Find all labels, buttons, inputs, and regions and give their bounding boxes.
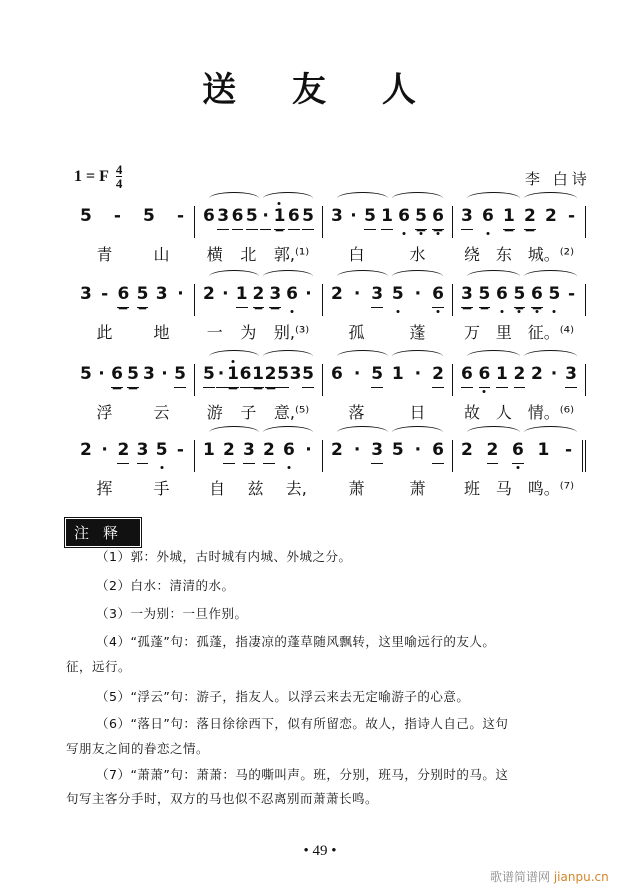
note: 5 [302,206,314,230]
note: 3 [331,206,343,226]
measure [452,284,586,316]
lyrics-measure [72,476,194,499]
annotation-line: 句写主客分手时，双方的马也似不忍离别而萧萧长鸣。 [66,791,379,806]
measure [194,364,322,396]
measure [322,206,452,238]
lyric-syllable: 情。⁽⁶⁾ [527,403,575,422]
note: 2 [545,206,557,226]
annotation-line: （4）“孤蓬”句：孤蓬，指凄凉的蓬草随风飘转，这里喻远行的友人。 [96,634,496,649]
slur [392,350,443,363]
note: · [350,206,357,226]
time-top: 4 [115,162,123,177]
song-title: 送 友 人 [202,70,438,110]
note: 3 [565,364,577,388]
note: 1 [274,206,286,230]
lyric-syllable: 万 [463,323,480,342]
measure [72,364,194,396]
note: 2 [432,364,444,388]
annotation-line: （6）“落日”句：落日徐徐西下，似有所留恋。故人，指诗人自己。这句 [96,716,509,731]
note: 5 [302,364,314,388]
measure [194,206,322,238]
note: 5 [80,206,92,226]
lyric-syllable: 地 [153,323,170,342]
slur [263,192,313,205]
measure [194,284,322,316]
note: · [260,206,271,230]
note: 6 [432,206,444,230]
note: 6 [496,284,508,307]
watermark-en: jianpu.cn [553,870,609,884]
lyrics-measure [322,242,452,265]
note: · [216,364,227,388]
author: 李 白诗 [525,170,591,188]
lyric-syllable: 云 [153,403,170,422]
slur [524,350,577,363]
lyric-syllable: 日 [409,403,426,422]
note: 5 [277,364,289,388]
note: 5 [143,206,155,226]
lyric-syllable: 一 [206,323,223,342]
note: · [414,440,422,460]
annotation-line: 写朋友之间的眷恋之情。 [66,741,210,756]
note: 2 [253,284,265,308]
lyric-syllable: 北 [240,245,257,264]
note: 6 [240,364,252,388]
note: · [161,364,168,384]
score-row [72,284,592,343]
lyric-syllable: 白 [348,245,365,264]
lyrics-measure [322,476,452,499]
note: 1 [496,364,508,388]
slur [524,426,577,439]
measure [322,284,452,316]
lyrics-measure [194,476,322,499]
slur [209,270,259,283]
note: 5 [364,206,376,230]
time-signature [116,163,123,190]
note: 5 [137,284,149,308]
note: 5 [80,364,92,384]
note: 2 [461,440,473,460]
note: 6 [512,440,524,464]
note: · [353,284,361,304]
note: 2 [531,364,543,384]
note: 2 [117,440,129,464]
lyric-syllable: 马 [495,479,512,498]
lyric-syllable: 此 [96,323,113,342]
lyric-syllable: 鸣。⁽⁷⁾ [527,479,575,498]
note: · [222,284,229,304]
note: 5 [371,364,383,388]
measure [194,440,322,472]
measure [322,364,452,396]
note: 1 [227,364,239,388]
note: · [101,440,108,460]
note: 6 [479,364,491,388]
lyric-syllable: 城。⁽²⁾ [527,245,575,264]
note: 3 [371,440,383,464]
note: · [305,284,312,304]
note: 5 [392,284,404,307]
note: 1 [381,206,393,230]
note: 1 [537,440,550,460]
note: 3 [143,364,155,384]
lyric-syllable: 故 [463,403,480,422]
note: - [176,206,184,226]
note: - [564,440,573,460]
annotation-line: （1）郭：外城，古时城有内城、外城之分。 [96,549,352,564]
slur [524,270,577,283]
measure [452,440,586,472]
lyrics-measure [194,320,322,343]
lyric-syllable: 落 [348,403,365,422]
note: 6 [461,364,473,388]
note: 3 [289,364,302,384]
slur [524,192,577,205]
lyrics-measure [194,400,322,423]
slur [467,270,520,283]
note: 5 [246,206,258,230]
note: 6 [531,284,543,308]
lyrics-measure [72,242,194,265]
note: 3 [461,206,473,230]
watermark-cn: 歌谱简谱网 [490,870,551,884]
slur [337,426,388,439]
lyrics-measure [452,320,586,343]
note: - [101,284,109,304]
slur [337,270,388,283]
lyric-syllable: 里 [495,323,512,342]
lyric-syllable: 征。⁽⁴⁾ [527,323,575,342]
note: · [414,364,422,384]
note: 3 [371,284,383,308]
lyrics-line [72,242,592,265]
lyric-syllable: 水 [409,245,426,264]
lyric-syllable: 绕 [463,245,480,264]
note: 5 [479,284,491,308]
notes-line [72,364,592,396]
note: 6 [482,206,494,229]
lyric-syllable: 意,⁽⁵⁾ [273,403,310,422]
lyric-syllable: 孤 [348,323,365,342]
measure [72,284,194,316]
lyric-syllable: 东 [495,245,512,264]
lyric-syllable: 班 [463,479,480,498]
note: · [414,284,422,304]
annotation-line: 征，远行。 [66,659,132,674]
slur [263,350,313,363]
note: 2 [331,284,343,304]
lyric-syllable: 郭,⁽¹⁾ [273,245,310,264]
note: 2 [331,440,343,460]
note: · [98,364,105,384]
lyrics-measure [322,320,452,343]
lyrics-line [72,476,592,499]
note: - [567,284,576,304]
note: 6 [288,206,300,230]
note: 5 [203,364,215,388]
note: 3 [80,284,92,304]
lyric-syllable: 为 [240,323,257,342]
lyric-syllable: 子 [240,403,257,422]
note: 6 [117,284,129,308]
note: - [567,206,576,226]
lyrics-measure [452,476,586,499]
note: 6 [111,364,123,388]
note: 5 [174,364,186,388]
note: 3 [461,284,473,308]
lyric-syllable: 山 [153,245,170,264]
note: 1 [252,364,264,388]
lyric-syllable: 青 [96,245,113,264]
note: 5 [549,284,561,307]
note: 6 [203,206,215,226]
annotation-line: （5）“浮云”句：游子，指友人。以浮云来去无定喻游子的心意。 [96,689,470,704]
lyric-syllable: 兹 [247,479,264,498]
lyrics-line [72,320,592,343]
note: 6 [432,440,444,464]
slur [392,270,443,283]
note: · [305,440,312,460]
note: 3 [155,284,168,304]
note: 2 [223,440,235,464]
slur [209,426,259,439]
score-row [72,364,592,423]
note: 1 [391,364,404,384]
key-label: 1 = F [74,167,109,185]
lyric-syllable: 手 [153,479,170,498]
measure [452,364,586,396]
note: 3 [269,284,281,308]
note: 5 [415,206,427,230]
note: 5 [127,364,139,388]
time-bottom: 4 [115,176,123,191]
note: 5 [156,440,168,463]
measure [72,206,194,238]
lyric-syllable: 人 [495,403,512,422]
slur [337,192,388,205]
key-signature [74,163,122,190]
note: 1 [503,206,515,230]
measure [452,206,586,238]
lyric-syllable: 游 [206,403,223,422]
note: 6 [331,364,343,384]
note: · [177,284,184,304]
slur [263,426,313,439]
lyric-syllable: 横 [206,245,223,264]
note: 1 [203,440,215,460]
slur [209,192,259,205]
slur [263,270,313,283]
lyric-syllable: 浮 [96,403,113,422]
note: 3 [137,440,149,464]
note: - [113,206,121,226]
lyric-syllable: 萧 [409,479,426,498]
lyrics-measure [322,400,452,423]
watermark [490,868,609,885]
lyric-syllable: 挥 [96,479,113,498]
notes-line [72,284,592,316]
note: 2 [487,440,499,464]
slur [209,350,259,363]
note: 6 [232,206,244,230]
note: 1 [236,284,248,308]
measure [322,440,452,472]
slur [467,350,520,363]
note: 2 [524,206,536,230]
note: 2 [514,364,526,388]
note: 2 [265,364,277,388]
page-number: • 49 • [303,843,337,859]
lyric-syllable: 萧 [348,479,365,498]
notes-line [72,440,592,472]
note: - [176,440,184,460]
note: 6 [283,440,295,463]
slur [337,350,388,363]
lyric-syllable: 别,⁽³⁾ [273,323,310,342]
slur [467,192,520,205]
lyrics-line [72,400,592,423]
lyrics-measure [72,400,194,423]
measure [72,440,194,472]
lyrics-measure [452,400,586,423]
note: 6 [432,284,444,308]
annotations-heading: 注释 [66,519,140,546]
note: 3 [217,206,229,230]
lyric-syllable: 自 [209,479,226,498]
lyrics-measure [72,320,194,343]
notes-line [72,206,592,238]
note: 5 [514,284,526,308]
note: 3 [243,440,255,464]
note: 2 [203,284,215,304]
note: 2 [263,440,275,464]
note: · [353,440,361,460]
annotation-line: （3）一为别：一旦作别。 [96,606,248,621]
lyrics-measure [194,242,322,265]
note: 2 [80,440,92,460]
slur [467,426,520,439]
annotation-line: （7）“萧萧”句：萧萧：马的嘶叫声。班，分别，班马，分别时的马。这 [96,767,509,782]
lyric-syllable: 蓬 [409,323,426,342]
note: · [353,364,361,384]
slur [392,426,443,439]
lyric-syllable: 去, [285,479,307,498]
slur [392,192,443,205]
score-row [72,440,592,499]
lyrics-measure [452,242,586,265]
annotation-line: （2）白水：清清的水。 [96,578,235,593]
score-row [72,206,592,265]
note: 6 [398,206,410,229]
note: 6 [286,284,298,307]
note: · [550,364,558,384]
note: 5 [391,440,404,460]
